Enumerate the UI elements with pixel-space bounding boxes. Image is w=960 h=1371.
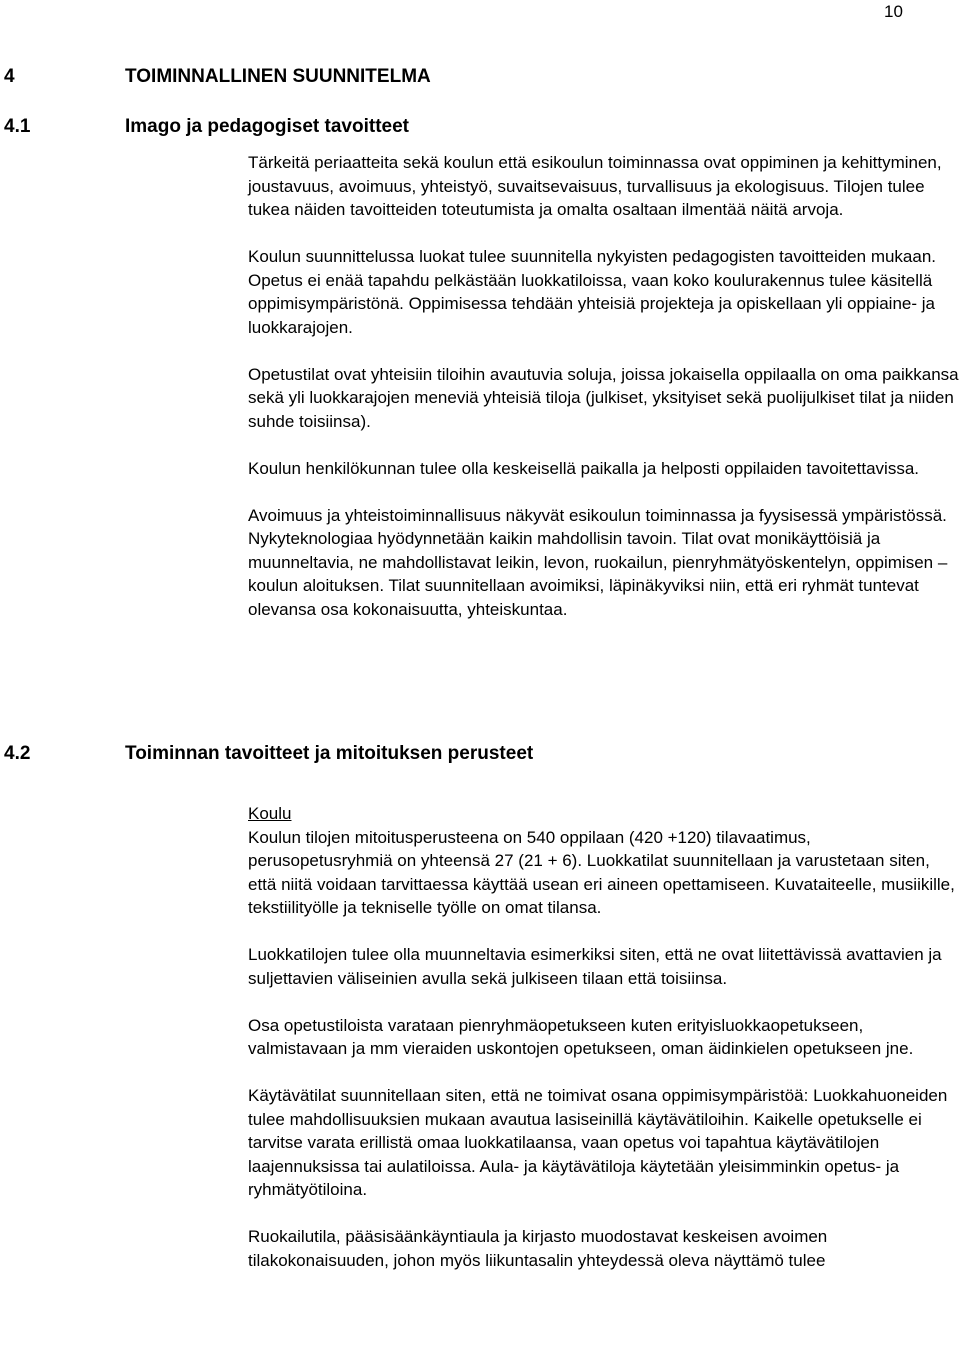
section-4-2-body bbox=[248, 802, 960, 1296]
section-title: Imago ja pedagogiset tavoitteet bbox=[125, 116, 409, 137]
chapter-number: 4 bbox=[4, 66, 15, 87]
paragraph: Koulun tilojen mitoitusperusteena on 540 oppilaan (420 +120) tilavaatimus, perusopetusryhmiä on yhteensä 27 (21 + 6). Luokkatilat suunnitellaan ja varustetaan siten, että niitä voidaan tarvittaessa käyttää usean eri aineen opettamiseen. Kuvataiteelle, musiikille, tekstiilityölle ja tekniselle työlle on omat tilansa. bbox=[248, 827, 955, 917]
section-number: 4.2 bbox=[4, 743, 31, 764]
section-title: Toiminnan tavoitteet ja mitoituksen perusteet bbox=[125, 743, 534, 764]
paragraph: Käytävätilat suunnitellaan siten, että ne toimivat osana oppimisympäristöä: Luokkahuoneiden tulee mahdollisuuksien mukaan avautua lasiseinillä käytävätiloihin. Kaikelle opetukselle ei tarvitse varata erillistä omaa luokkatilaansa, vaan opetus voi tapahtua käytävätilojen laajennuksissa tai aulatiloissa. Aula- ja käytävätiloja käytetään yleisimminkin opetus- ja ryhmätyötiloina. bbox=[248, 1086, 948, 1199]
paragraph: Tärkeitä periaatteita sekä koulun että esikoulun toiminnassa ovat oppiminen ja kehittyminen, joustavuus, avoimuus, yhteistyö, suvaitsevaisuus, turvallisuus ja ekologisuus. Tilojen tulee tukea näiden tavoitteiden toteutumista ja omalta osaltaan ilmentää näitä arvoja. bbox=[248, 153, 942, 219]
paragraph: Opetustilat ovat yhteisiin tiloihin avautuvia soluja, joissa jokaisella oppilaalla on oma paikkansa sekä yli luokkarajojen meneviä yhteisiä tiloja (julkiset, yksityiset sekä puolijulkiset tilat ja niiden suhde toisiinsa). bbox=[248, 364, 959, 431]
page-number: 10 bbox=[884, 2, 903, 21]
paragraph: Avoimuus ja yhteistoiminnallisuus näkyvät esikoulun toiminnassa ja fyysisessä ympäristössä. Nykyteknologiaa hyödynnetään kaikin mahdollisin tavoin. Tilat ovat monikäyttöisiä ja muunneltavia, ne mahdollistavat leikin, levon, ruokailun, pienryhmätyöskentelyn, oppimisen – koulun aloituksen. Tilat suunnitellaan avoimiksi, läpinäkyviksi niin, että eri ryhmät tuntevat olevansa osa kokonaisuutta, yhteiskuntaa. bbox=[248, 505, 948, 619]
paragraph: Luokkatilojen tulee olla muunneltavia esimerkiksi siten, että ne ovat liitettävissä avattavien ja suljettavien väliseinien avulla sekä julkiseen tilaan että toisiinsa. bbox=[248, 945, 942, 988]
section-4-1-body bbox=[248, 151, 960, 645]
paragraph: Koulun suunnittelussa luokat tulee suunnitella nykyisten pedagogisten tavoitteiden mukaan. Opetus ei enää tapahdu pelkästään luokkatiloissa, vaan koko koulurakennus tulee käsitellä oppimisympäristönä. Oppimisessa tehdään yhteisiä projekteja ja opiskellaan yli oppiaine- ja luokkarajojen. bbox=[248, 247, 937, 337]
paragraph: Koulun henkilökunnan tulee olla keskeisellä paikalla ja helposti oppilaiden tavoitettavissa. bbox=[248, 458, 919, 478]
paragraph: Osa opetustiloista varataan pienryhmäopetukseen kuten erityisluokkaopetukseen, valmistavaan ja mm vieraiden uskontojen opetukseen, oman äidinkielen opetukseen jne. bbox=[248, 1015, 914, 1058]
subheading-koulu: Koulu bbox=[248, 804, 292, 823]
section-number: 4.1 bbox=[4, 116, 31, 137]
paragraph: Ruokailutila, pääsisäänkäyntiaula ja kirjasto muodostavat keskeisen avoimen tilakokonaisuuden, johon myös liikuntasalin yhteydessä oleva näyttämö tulee bbox=[248, 1227, 828, 1270]
chapter-title: TOIMINNALLINEN SUUNNITELMA bbox=[125, 66, 431, 87]
